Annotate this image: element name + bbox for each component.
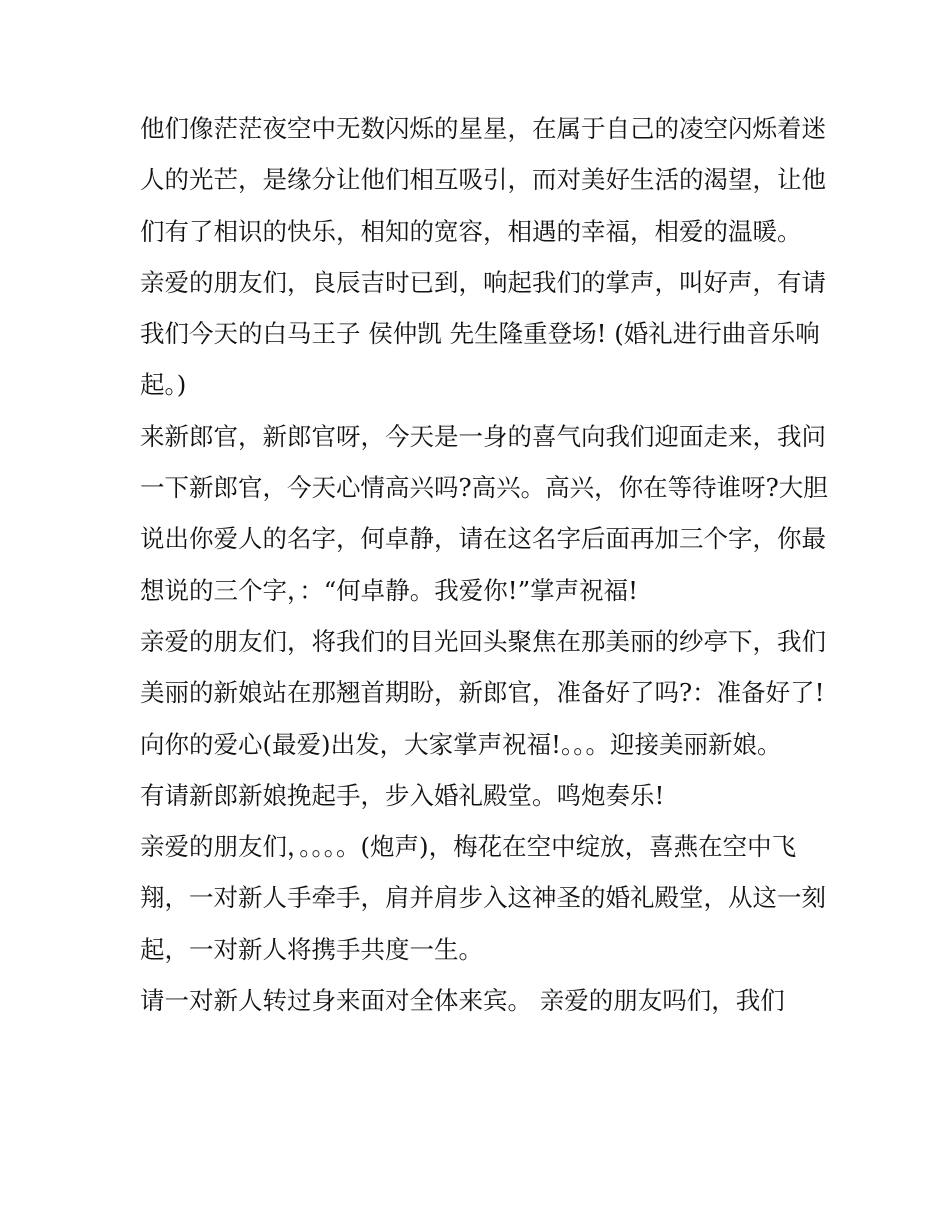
- document-body: [140, 103, 830, 1026]
- paragraph-groom-interview: 来新郎官，新郎官呀，今天是一身的喜气向我们迎面走来，我问一下新郎官，今天心情高兴吗?高兴。高兴，你在等待谁呀?大胆说出你爱人的名字，何卓静，请在这名字后面再加三个字，你最想说的三个字，：“何卓静。我爱你!”掌声祝福!: [140, 421, 828, 605]
- paragraph-bride-waiting: 亲爱的朋友们，将我们的目光回头聚焦在那美丽的纱亭下，我们美丽的新娘站在那翘首期盼，新郎官，准备好了吗?：准备好了!向你的爱心(最爱)出发，大家掌声祝福!。。。迎接美丽新娘。: [140, 626, 826, 759]
- paragraph-intro: 他们像茫茫夜空中无数闪烁的星星，在属于自己的凌空闪烁着迷人的光芒，是缘分让他们相互吸引，而对美好生活的渴望，让他们有了相识的快乐，相知的宽容，相遇的幸福，相爱的温暖。: [140, 114, 826, 246]
- paragraph-firecrackers: 亲爱的朋友们，。。。。(炮声)，梅花在空中绽放，喜燕在空中飞翔，一对新人手牵手，肩并肩步入这神圣的婚礼殿堂，从这一刻起，一对新人将携手共度一生。: [140, 832, 826, 964]
- paragraph-enter-hall: 有请新郎新娘挽起手，步入婚礼殿堂。鸣炮奏乐!: [140, 780, 665, 810]
- paragraph-groom-entrance: 亲爱的朋友们，良辰吉时已到，响起我们的掌声，叫好声，有请我们今天的白马王子 侯仲凯 先生隆重登场! (婚礼进行曲音乐响起。): [140, 267, 826, 400]
- paragraph-turn-to-guests: 请一对新人转过身来面对全体来宾。 亲爱的朋友吗们，我们: [140, 986, 785, 1016]
